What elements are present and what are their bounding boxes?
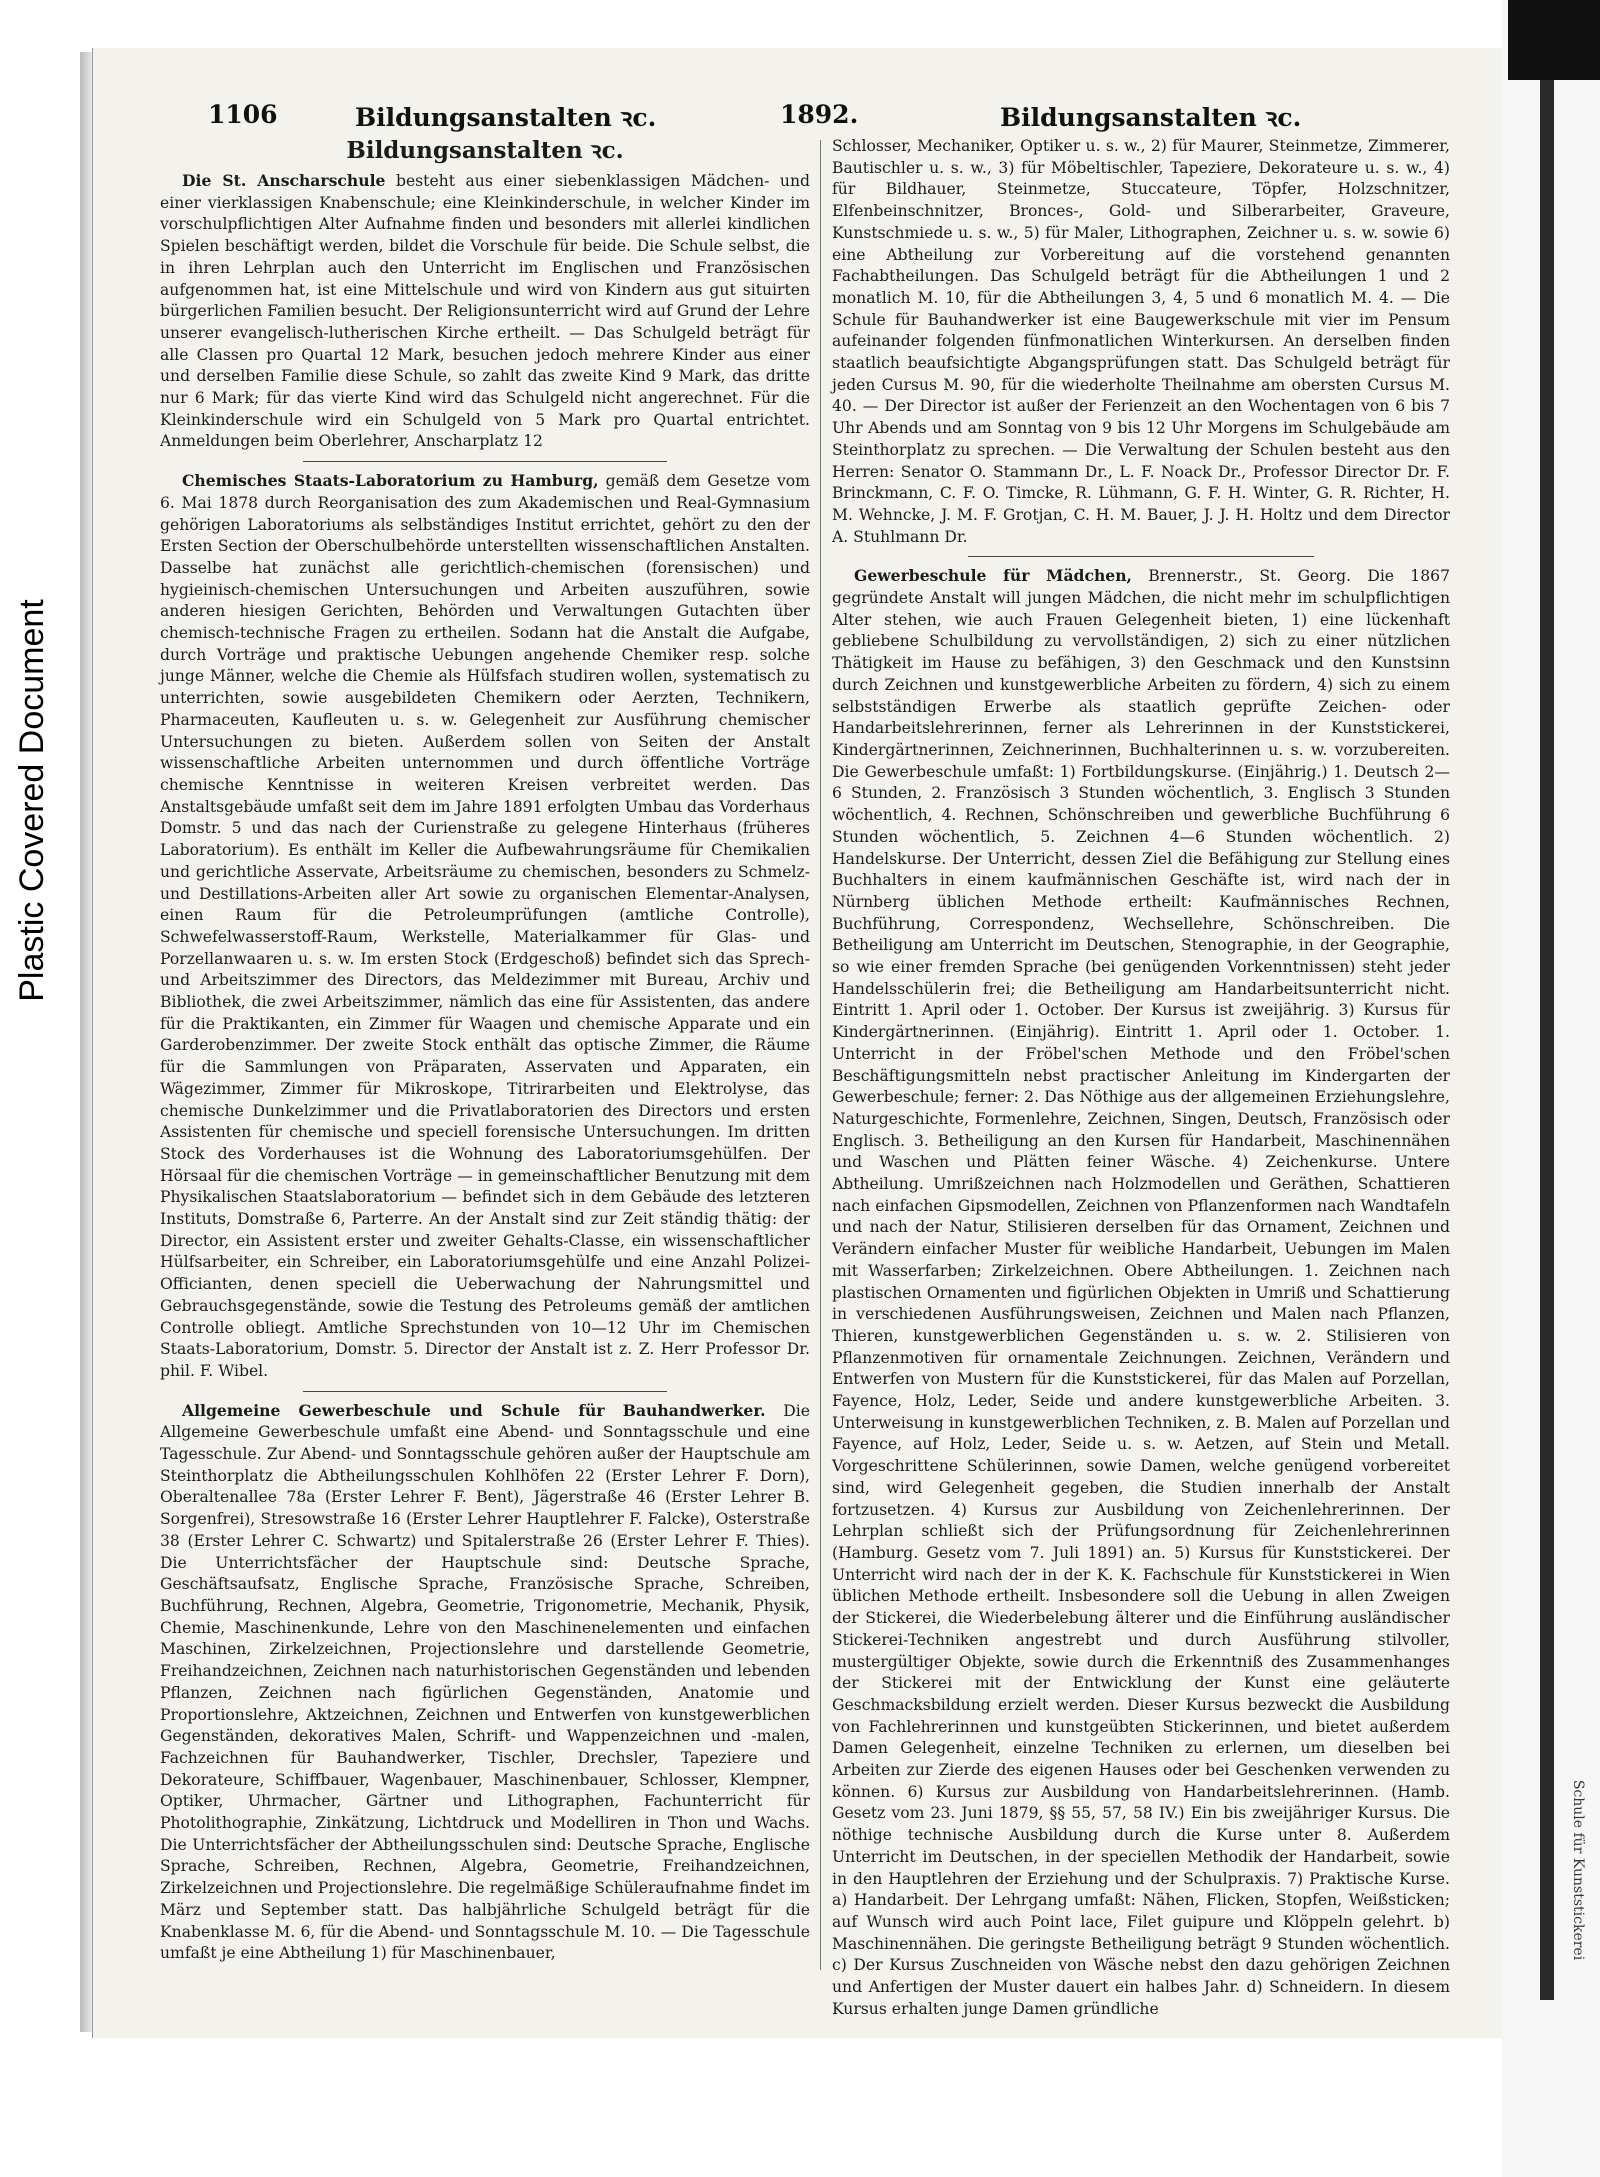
paragraph-text: Schlosser, Mechaniker, Optiker u. s. w., 2) für Maurer, Steinmetze, Zimmerer, Bautischler u. s. w., 3) für Möbeltischler, Tapeziere, Dekorateure u. s. w., 4) für Bildhauer, Steinmetze, Stuccateure, Töpfer, Holzschnitzer, Elfenbeinschnitzer, Bronces-, Gold- und Silberarbeiter, Graveure, Kunstschmiede u. s. w., 5) für Maler, Lithographen, Zeichner u. s. w. sowie 6) eine Abtheilung zur Vorbereitung auf die vorstehend genannten Fachabtheilungen. Das Schulgeld beträgt für die Abtheilungen 1 und 2 monatlich M. 10, für die Abtheilungen 3, 4, 5 und 6 monatlich M. 4. — Die Schule für Bauhandwerker ist eine Baugewerkschule mit vier im Pensum aufeinander folgenden fünfmonatlichen Winterkursen. An derselben finden staatlich beaufsichtigte Abgangsprüfungen statt. Das Schulgeld beträgt für jeden Cursus M. 90, für die wiederholte Theilnahme am obersten Cursus M. 40. — Der Director ist außer der Ferienzeit an den Wochentagen von 6 bis 7 Uhr Abends und am Sonntag von 9 bis 12 Uhr Morgens im Schulgebäude am Steinthorplatz zu sprechen. — Die Verwaltung der Schulen besteht aus den Herren: Senator O. Stammann Dr., L. F. Noack Dr., Professor Director Dr. F. Brinckmann, C. F. O. Timcke, R. Lühmann, G. F. H. Winter, G. R. Richter, H. M. Wehncke, J. M. F. Grotjan, C. H. M. Bauer, J. J. H. Holtz und dem Director A. Stuhlmann Dr. — [832, 137, 1450, 546]
paragraph-text: besteht aus einer siebenklassigen Mädchen- und einer vierklassigen Knabenschule; eine Kleinkinderschule, in welcher Kinder im vorschulpflichtigen Alter Aufnahme finden und besonders mit allerlei kindlichen Spielen beschäftigt werden, bildet die Vorschule für beide. Die Schule selbst, die in ihren Lehrplan auch den Unterricht im Englischen und Französischen aufgenommen hat, ist eine Mittelschule und wird von Kindern aus gut situirten bürgerlichen Familien besucht. Der Religionsunterricht wird auf Grund der Lehre unserer evangelisch-lutherischen Kirche ertheilt. — Das Schulgeld beträgt für alle Classen pro Quartal 12 Mark, besuchen jedoch mehrere Kinder aus einer und derselben Familie diese Schule, so zahlt das zweite Kind 9 Mark, das dritte nur 6 Mark; für das vierte Kind wird das Schulgeld nicht angerechnet. Für die Kleinkinderschule wird ein Schulgeld von 5 Mark pro Quartal entrichtet. Anmeldungen beim Oberlehrer, Anscharplatz 12 — [160, 172, 810, 451]
section-rule — [303, 1391, 667, 1392]
paragraph-title: Chemisches Staats-Laboratorium zu Hamburg, — [182, 471, 599, 491]
section-title: Bildungsanstalten ꝛc. — [346, 137, 624, 164]
paragraph-title: Gewerbeschule für Mädchen, — [854, 566, 1132, 586]
paragraph-title: Die St. Anscharschule — [182, 171, 386, 190]
column-divider — [820, 140, 821, 1970]
section-rule — [968, 556, 1314, 557]
right-column — [832, 136, 1450, 2018]
running-head-year: 1892. — [780, 100, 859, 129]
adjacent-page-fragment — [1558, 1660, 1598, 2080]
paragraph-gewerbeschule-maedchen — [832, 565, 1450, 2020]
paragraph-staats-laboratorium — [160, 470, 810, 1383]
scan-border — [1508, 0, 1600, 80]
paragraph-text: gemäß dem Gesetze vom 6. Mai 1878 durch Reorganisation des zum Akademischen und Real-Gymnasium gehörigen Laboratoriums als selbständiges Institut errichtet, gehört zu den der Ersten Section der Oberschulbehörde unterstellten wissenschaftlichen Anstalten. Dasselbe hat zunächst alle gerichtlich-chemischen (forensischen) und hygieinisch-chemischen Untersuchungen und Arbeiten auszuführen, sowie anderen hiesigen Gerichten, Behörden und Verwaltungen Gutachten über chemisch-technische Fragen zu ertheilen. Sodann hat die Anstalt die Aufgabe, durch Vorträge und praktische Uebungen angehende Chemiker resp. solche junge Männer, welche die Chemie als Hülfsfach studiren wollen, systematisch zu unterrichten, sowie ausgebildeten Chemikern oder Aerzten, Technikern, Pharmaceuten, Kaufleuten u. s. w. Gelegenheit zur Ausführung chemischer Untersuchungen zu bieten. Außerdem sollen von Seiten der Anstalt wissenschaftliche Arbeiten unternommen und durch öffentliche Vorträge chemische Kenntnisse in weiteren Kreisen verbreitet werden. Das Anstaltsgebäude umfaßt seit dem im Jahre 1891 erfolgten Umbau das Vorderhaus Domstr. 5 und das nach der Curienstraße zu gelegene Hinterhaus (früheres Laboratorium). Es enthält im Keller die Aufbewahrungsräume für Chemikalien und gerichtliche Asservate, Arbeitsräume zu chemischen, besonders zu Schmelz- und Destillations-Arbeiten aller Art sowie zu organischen Elementar-Analysen, einen Raum für die Petroleumprüfungen (amtliche Controlle), Schwefelwasserstoff-Raum, Werkstelle, Materialkammer für Glas- und Porzellanwaaren u. s. w. Im ersten Stock (Erdgeschoß) befindet sich das Sprech- und Arbeitszimmer des Directors, das Meldezimmer mit Bureau, Archiv und Bibliothek, die zwei Arbeitszimmer, nämlich das eine für Assistenten, das andere für die Praktikanten, ein Zimmer für Waagen und chemische Apparate und ein Garderobenzimmer. Der zweite Stock enthält das optische Zimmer, die Räume für die Sammlungen von Präparaten, Asservaten und Apparaten, ein Wägezimmer, Zimmer für Mikroskope, Titrirarbeiten und Elektrolyse, das chemische Dunkelzimmer und die Privatlaboratorien des Directors und ersten Assistenten für chemische und speciell forensische Untersuchungen. Im dritten Stock des Vorderhauses ist die Wohnung des Laboratoriumsgehülfen. Der Hörsaal für die chemischen Vorträge — in gemeinschaftlicher Benutzung mit dem Physikalischen Staatslaboratorium — befindet sich in dem Gebäude des letzteren Instituts, Domstraße 6, Parterre. An der Anstalt sind zur Zeit ständig thätig: der Director, ein Assistent erster und zweiter Gehalts-Classe, ein wissenschaftlicher Hülfsarbeiter, ein Schreiber, ein Laboratoriumsgehülfe und eine Anzahl Polizei-Officianten, denen speciell die Ueberwachung der Nahrungsmittel und Gebrauchsgegenstände, sowie die Testung des Petroleums gemäß der amtlichen Controlle obliegt. Amtliche Sprechstunden von 10—12 Uhr im Chemischen Staats-Laboratorium, Domstr. 5. Director der Anstalt ist z. Z. Herr Professor Dr. phil. F. Wibel. — [160, 472, 810, 1380]
left-column — [160, 136, 810, 1974]
paragraph-title: Allgemeine Gewerbeschule und Schule für Bauhandwerker. — [182, 1400, 766, 1420]
paragraph-gewerbeschule — [160, 1400, 810, 1965]
adjacent-page-text: Schule für Kunststickerei — [1570, 1779, 1586, 1961]
page-number: 1106 — [208, 100, 278, 129]
section-rule — [303, 461, 667, 462]
paragraph-gewerbeschule-continued — [832, 136, 1450, 548]
side-label — [6, 500, 58, 1100]
page-gutter-strip — [1540, 80, 1554, 2000]
paragraph-text: Brennerstr., St. Georg. Die 1867 gegründete Anstalt will jungen Mädchen, die nicht mehr im schulpflichtigen Alter stehen, wie auch Frauen Gelegenheit bieten, 1) eine lückenhaft gebliebene Schulbildung zu vervollständigen, 2) sich zu einer nützlichen Thätigkeit im Hause zu befähigen, 3) den Geschmack und den Kunstsinn durch Zeichnen und kunstgewerbliche Arbeiten zu fördern, 4) sich zu einem selbstständigen Erwerbe als staatlich geprüfte Zeichen- oder Handarbeitslehrerinnen, ferner als Lehrerinnen in der Kunststickerei, Kindergärtnerinnen, Zeichnerinnen, Buchhalterinnen u. s. w. vorzubereiten. Die Gewerbeschule umfaßt: 1) Fortbildungskurse. (Einjährig.) 1. Deutsch 2—6 Stunden, 2. Französisch 3 Stunden wöchentlich, 3. Englisch 3 Stunden wöchentlich, 4. Rechnen, Schönschreiben und gewerbliche Buchführung 6 Stunden wöchentlich, 5. Zeichnen 4—6 Stunden wöchentlich. 2) Handelskurse. Der Unterricht, dessen Ziel die Befähigung zur Stellung eines Buchhalters in einem kaufmännischen Geschäfte ist, wird nach der in Nürnberg üblichen Methode ertheilt: Kaufmännisches Rechnen, Buchführung, Correspondenz, Wechsellehre, Schönschreiben. Die Betheiligung am Unterricht im Deutschen, Stenographie, in der Geographie, so wie einer fremden Sprache (bei genügenden Vorkenntnissen) steht jeder Handelsschülerin frei; die Betheiligung am Handarbeitsunterricht nicht. Eintritt 1. April oder 1. October. Der Kursus ist zweijährig. 3) Kursus für Kindergärtnerinnen. (Einjährig). Eintritt 1. April oder 1. October. 1. Unterricht in der Fröbel'schen Methode und den Fröbel'schen Beschäftigungsmitteln nebst practischer Anleitung im Kindergarten der Gewerbeschule; ferner: 2. Das Nöthige aus der allgemeinen Erziehungslehre, Naturgeschichte, Formenlehre, Zeichnen, Singen, Deutsch, Französisch oder Englisch. 3. Betheiligung an den Kursen für Handarbeit, Maschinennähen und Waschen und Plätten feiner Wäsche. 4) Zeichenkurse. Untere Abtheilung. Umrißzeichnen nach Holzmodellen und Geräthen, Schattieren nach einfachen Gipsmodellen, Zeichnen von Pflanzenformen nach Wandtafeln und nach der Natur, Stilisieren derselben für das Ornament, Zeichnen und Verändern einfacher Muster für weibliche Handarbeit, Uebungen im Malen mit Wasserfarben; Zirkelzeichnen. Obere Abtheilungen. 1. Zeichnen nach plastischen Ornamenten und figürlichen Objekten in Umriß und Schattierung in verschiedenen Ausführungsweisen, Zeichnen und Malen nach Pflanzen, Thieren, kunstgewerblichen Gegenständen u. s. w. 2. Stilisieren von Pflanzenmotiven für ornamentale Zeichnungen. Zeichnen, Verändern und Entwerfen von Mustern für die Kunststickerei, für das Malen auf Porzellan, Fayence, Holz, Leder, Seide und andere kunstgewerbliche Arbeiten. 3. Unterweisung in kunstgewerblichen Techniken, z. B. Malen auf Porzellan und Fayence, auf Holz, Leder, Seide u. s. w. Aetzen, auf Stein und Metall. Vorgeschrittene Schülerinnen, sowie Damen, welche genügend vorbereitet sind, wird Gelegenheit gegeben, die Studien innerhalb der Anstalt fortzusetzen. 4) Kursus zur Ausbildung von Zeichenlehrerinnen. Der Lehrplan schließt sich der Prüfungsordnung für Zeichenlehrerinnen (Hamburg. Gesetz vom 7. Juli 1891) an. 5) Kursus für Kunststickerei. Der Unterricht wird nach der in der K. K. Fachschule für Kunststickerei in Wien üblichen Methode ertheilt. Insbesondere soll die Uebung in allen Zweigen der Stickerei, die Wiederbelebung älterer und die Einführung ausländischer Stickerei-Techniken angestrebt und durch Ausführung stilvoller, mustergültiger Objekte, sowie durch die Erkenntniß des Zusammenhanges der Stickerei mit der Entwicklung der Kunst eine geläuterte Geschmacksbildung erzielt werden. Dieser Kursus bezweckt die Ausbildung von Fachlehrerinnen und kunstgeübten Stickerinnen, und bietet außerdem Damen Gelegenheit, einzelne Techniken zu erlernen, um dieselben bei Arbeiten zur Zierde des eigenen Hauses oder bei Geschenken verwenden zu können. 6) Kursus zur Ausbildung von Handarbeitslehrerinnen. (Hamb. Gesetz vom 23. Juni 1879, §§ 55, 57, 58 IV.) Ein bis zweijähriger Kursus. Die nöthige technische Ausbildung durch die Kurse unter 8. Außerdem Unterricht im Deutschen, in der speciellen Methodik der Handarbeit, sowie in den Hauptlehren der Erziehung und der Schulpraxis. 7) Praktische Kurse. a) Handarbeit. Der Lehrgang umfaßt: Nähen, Flicken, Stopfen, Weißsticken; auf Wunsch wird auch Point lace, Filet guipure und Klöppeln gelehrt. b) Maschinennähen. Die geringste Betheiligung beträgt 9 Stunden wöchentlich. c) Der Kursus Zuschneiden von Wäsche nebst den dazu gehörigen Zeichnen und Anfertigen der Muster dauert ein halbes Jahr. d) Schneidern. In diesem Kursus erhalten junge Damen gründliche — [832, 567, 1450, 2018]
running-head-right: Bildungsanstalten ꝛc. — [1000, 103, 1302, 132]
running-head-left: Bildungsanstalten ꝛc. — [355, 103, 657, 132]
paragraph-text: Die Allgemeine Gewerbeschule umfaßt eine Abend- und Sonntagsschule und eine Tagesschule. Zur Abend- und Sonntagsschule gehören außer der Hauptschule am Steinthorplatz die Abtheilungsschulen Kohlhöfen 22 (Erster Lehrer F. Dorn), Oberaltenallee 78a (Erster Lehrer F. Bent), Jägerstraße 46 (Erster Lehrer B. Sorgenfrei), Stresowstraße 16 (Erster Lehrer Hauptlehrer F. Falcke), Osterstraße 38 (Erster Lehrer C. Schwartz) und Spitalerstraße 26 (Erster Lehrer F. Thies). Die Unterrichtsfächer der Hauptschule sind: Deutsche Sprache, Geschäftsaufsatz, Englische Sprache, Französische Sprache, Schreiben, Buchführung, Rechnen, Algebra, Geometrie, Trigonometrie, Mechanik, Physik, Chemie, Maschinenkunde, Lehre von den Maschinenelementen und einfachen Maschinen, Zirkelzeichnen, Projectionslehre und darstellende Geometrie, Freihandzeichnen, Zeichnen nach naturhistorischen Gegenständen und lebenden Pflanzen, Zeichnen nach figürlichen Gegenständen, Anatomie und Proportionslehre, Aktzeichnen, Zeichnen und Entwerfen von kunstgewerblichen Gegenständen, dekoratives Malen, Schrift- und Wappenzeichnen und -malen, Fachzeichnen für Bauhandwerker, Tischler, Drechsler, Tapeziere und Dekorateure, Schiffbauer, Wagenbauer, Maschinenbauer, Schlosser, Klempner, Optiker, Uhrmacher, Gärtner und Lithographen, Fachunterricht für Photolithographie, Zinkätzung, Lichtdruck und Modelliren in Thon und Wachs. Die Unterrichtsfächer der Abtheilungsschulen sind: Deutsche Sprache, Englische Sprache, Schreiben, Rechnen, Algebra, Geometrie, Freihandzeichnen, Zirkelzeichnen und Projectionslehre. Die regelmäßige Schüleraufnahme findet im März und September statt. Das halbjährliche Schulgeld beträgt für die Knabenklasse M. 6, für die Abend- und Sonntagsschule M. 10. — Die Tagesschule umfaßt je eine Abtheilung 1) für Maschinenbauer, — [160, 1401, 810, 1963]
paragraph-anscharschule — [160, 170, 810, 453]
side-label-text: Plastic Covered Document — [12, 598, 51, 1002]
